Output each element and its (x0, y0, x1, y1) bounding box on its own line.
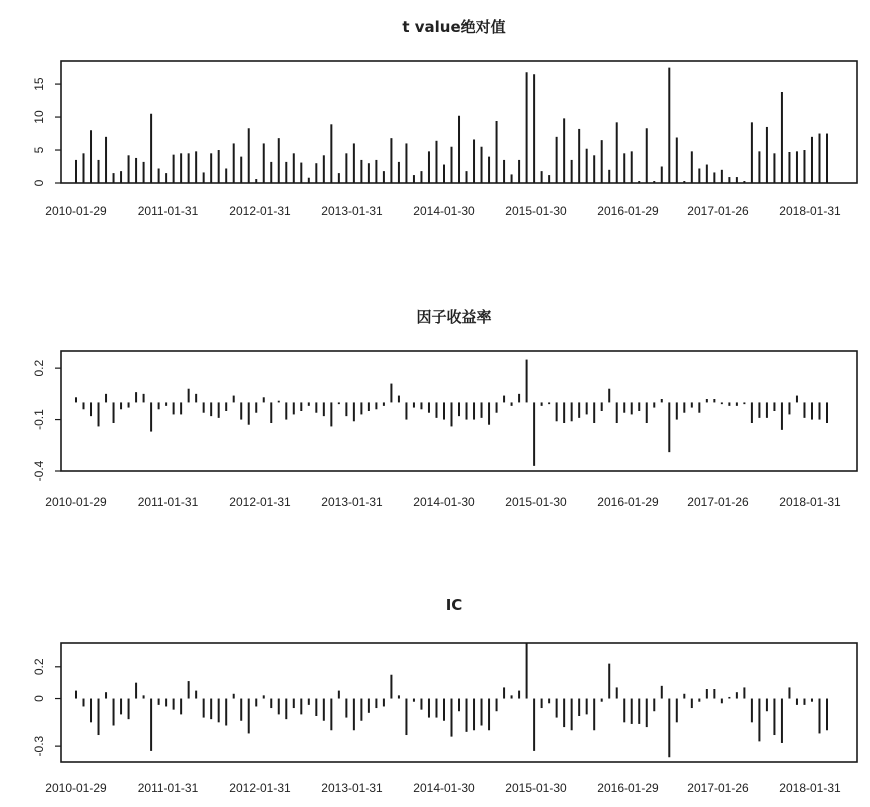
y-tick-label: 0.2 (32, 359, 46, 377)
chart-panel-3 (32, 596, 857, 795)
chart-title: IC (445, 596, 463, 614)
x-tick-label: 2018-01-31 (779, 781, 841, 795)
x-tick-label: 2016-01-29 (597, 495, 659, 509)
y-tick-label: -0.4 (32, 460, 46, 482)
chart-panel-1 (32, 18, 857, 218)
chart-panel-2 (32, 308, 857, 509)
x-tick-label: 2012-01-31 (229, 204, 291, 218)
y-tick-label: 0 (32, 695, 46, 702)
chart-title: 因子收益率 (416, 308, 492, 326)
x-tick-label: 2013-01-31 (321, 204, 383, 218)
y-tick-label: 10 (32, 110, 46, 124)
x-tick-label: 2016-01-29 (597, 781, 659, 795)
x-tick-label: 2014-01-30 (413, 781, 475, 795)
y-tick-label: 5 (32, 146, 46, 154)
y-tick-label: -0.3 (32, 735, 46, 757)
y-tick-label: -0.1 (32, 409, 46, 430)
x-tick-label: 2017-01-26 (687, 781, 749, 795)
x-tick-label: 2018-01-31 (779, 495, 841, 509)
x-tick-label: 2014-01-30 (413, 495, 475, 509)
x-tick-label: 2014-01-30 (413, 204, 475, 218)
x-tick-label: 2010-01-29 (45, 204, 107, 218)
x-tick-label: 2010-01-29 (45, 781, 107, 795)
x-tick-label: 2012-01-31 (229, 781, 291, 795)
x-tick-label: 2017-01-26 (687, 495, 749, 509)
x-tick-label: 2013-01-31 (321, 781, 383, 795)
y-tick-label: 0 (32, 179, 46, 187)
y-tick-label: 0.2 (32, 658, 46, 676)
x-tick-label: 2011-01-31 (137, 204, 199, 218)
x-tick-label: 2015-01-30 (505, 781, 567, 795)
x-tick-label: 2011-01-31 (137, 781, 199, 795)
x-tick-label: 2018-01-31 (779, 204, 841, 218)
x-tick-label: 2015-01-30 (505, 204, 567, 218)
x-tick-label: 2012-01-31 (229, 495, 291, 509)
x-tick-label: 2010-01-29 (45, 495, 107, 509)
x-tick-label: 2015-01-30 (505, 495, 567, 509)
x-tick-label: 2013-01-31 (321, 495, 383, 509)
x-tick-label: 2017-01-26 (687, 204, 749, 218)
x-tick-label: 2016-01-29 (597, 204, 659, 218)
chart-title: t value绝对值 (402, 18, 506, 36)
y-tick-label: 15 (32, 77, 46, 91)
x-tick-label: 2011-01-31 (137, 495, 199, 509)
